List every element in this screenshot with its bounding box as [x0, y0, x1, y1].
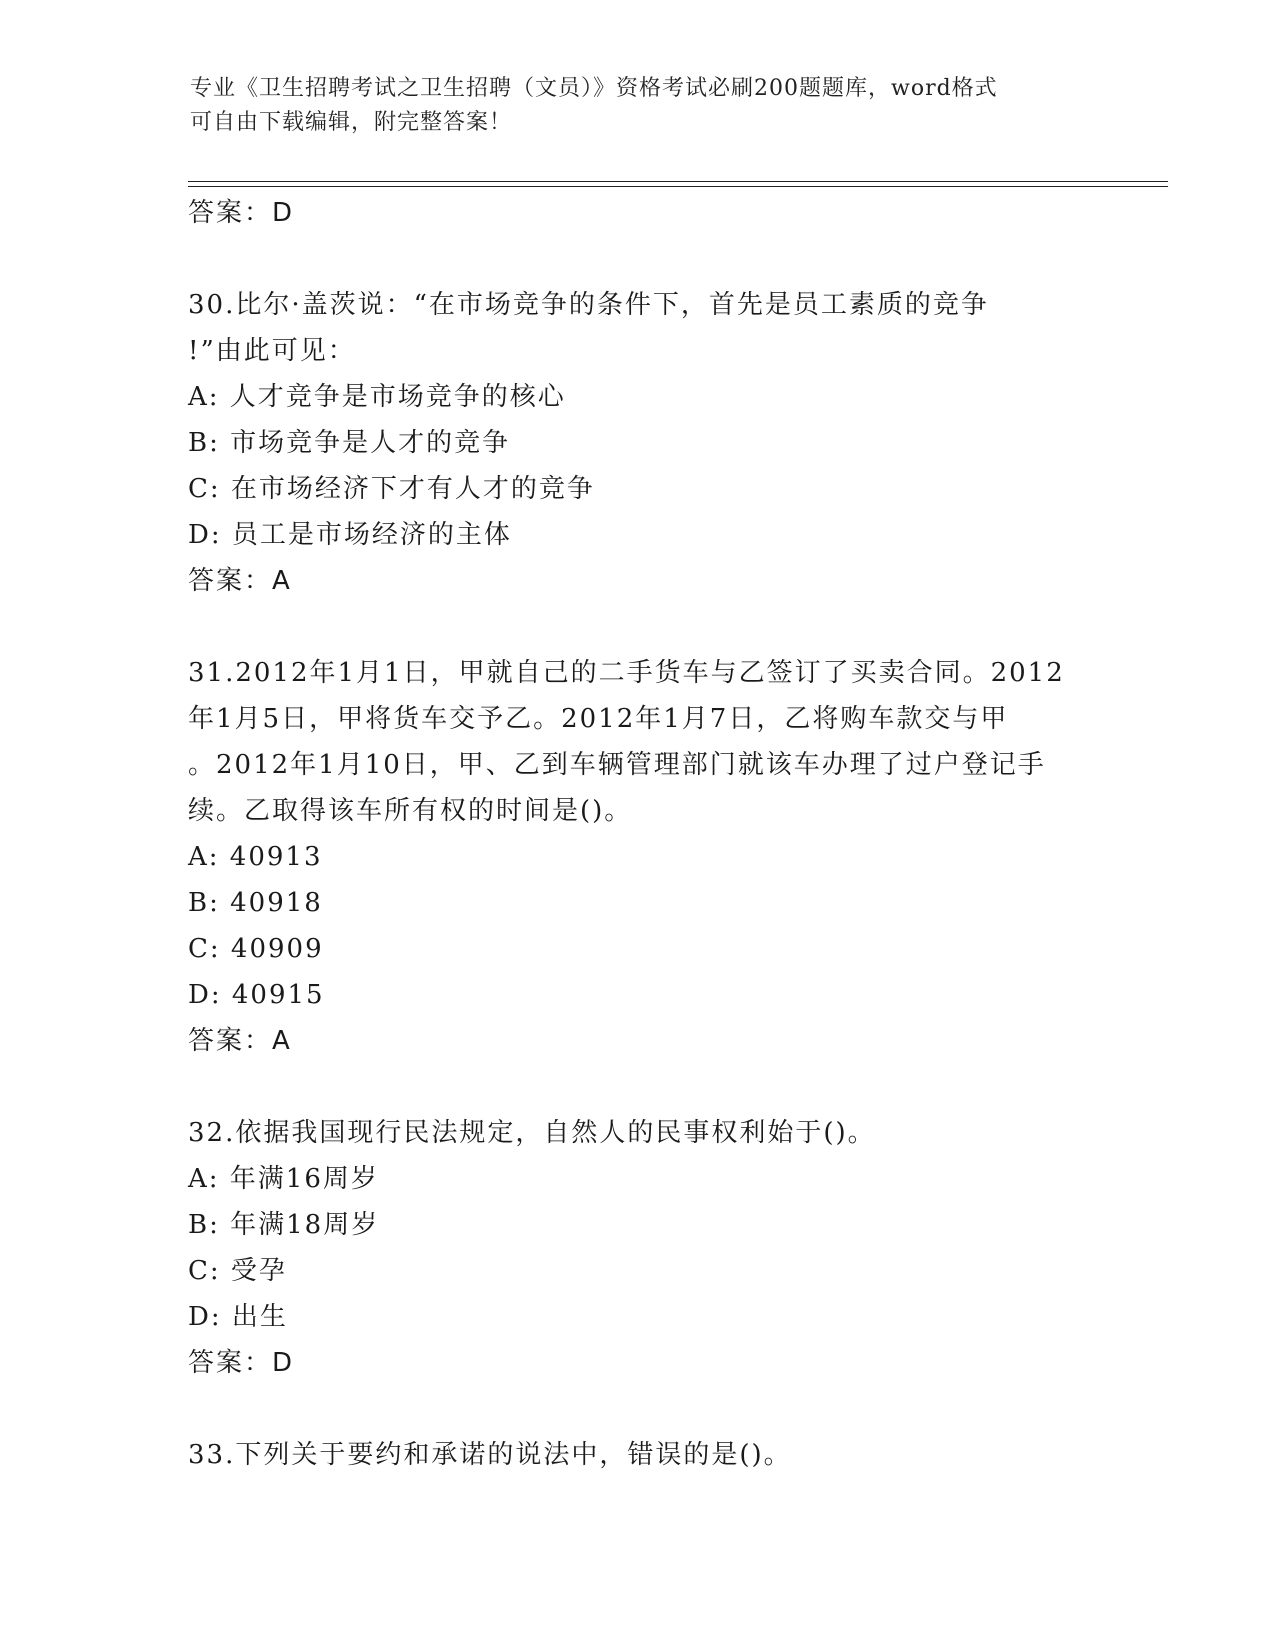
header-line-1: 专业《卫生招聘考试之卫生招聘（文员）》资格考试必刷200题题库，word格式 [190, 76, 998, 101]
question-31-stem-line-2: 年1月5日，甲将货车交予乙。2012年1月7日，乙将购车款交与甲 [188, 704, 1009, 734]
question-32 [188, 1110, 1128, 1386]
question-32-option-c: C: 受孕 [188, 1256, 287, 1286]
question-32-stem-line-1: 32.依据我国现行民法规定，自然人的民事权利始于()。 [188, 1118, 876, 1148]
question-31-option-a: A: 40913 [188, 842, 323, 872]
header-line-2: 可自由下载编辑，附完整答案！ [190, 110, 513, 135]
question-30-option-d: D: 员工是市场经济的主体 [188, 520, 512, 550]
question-32-answer: 答案：D [188, 1348, 295, 1378]
question-31-option-c: C: 40909 [188, 934, 324, 964]
question-30-stem-line-1: 30.比尔·盖茨说：“在市场竞争的条件下，首先是员工素质的竞争 [188, 290, 989, 320]
question-30-answer: 答案：A [188, 566, 292, 596]
question-30 [188, 282, 1128, 604]
question-33 [188, 1432, 1128, 1478]
spacer [188, 604, 1128, 650]
question-30-option-b: B: 市场竞争是人才的竞争 [188, 428, 511, 458]
document-header [190, 72, 1090, 140]
question-30-option-c: C: 在市场经济下才有人才的竞争 [188, 474, 595, 504]
question-33-stem-line-1: 33.下列关于要约和承诺的说法中，错误的是()。 [188, 1440, 792, 1470]
spacer [188, 1386, 1128, 1432]
spacer [188, 1064, 1128, 1110]
document-body [188, 190, 1128, 1478]
question-31 [188, 650, 1128, 1064]
header-rule-bottom [188, 186, 1168, 187]
prev-question-answer: 答案：D [188, 198, 295, 228]
question-30-stem-line-2: !”由此可见： [188, 336, 356, 366]
question-32-option-d: D: 出生 [188, 1302, 288, 1332]
question-31-stem-line-4: 续。乙取得该车所有权的时间是()。 [188, 796, 633, 826]
header-rule-top [188, 181, 1168, 182]
question-31-option-d: D: 40915 [188, 980, 325, 1010]
question-30-option-a: A: 人才竞争是市场竞争的核心 [188, 382, 566, 412]
question-31-option-b: B: 40918 [188, 888, 323, 918]
question-32-option-b: B: 年满18周岁 [188, 1210, 380, 1240]
question-31-stem-line-3: 。2012年1月10日，甲、乙到车辆管理部门就该车办理了过户登记手 [188, 750, 1046, 780]
question-31-answer: 答案：A [188, 1026, 292, 1056]
question-32-option-a: A: 年满16周岁 [188, 1164, 379, 1194]
spacer [188, 236, 1128, 282]
question-31-stem-line-1: 31.2012年1月1日，甲就自己的二手货车与乙签订了买卖合同。2012 [188, 658, 1065, 688]
